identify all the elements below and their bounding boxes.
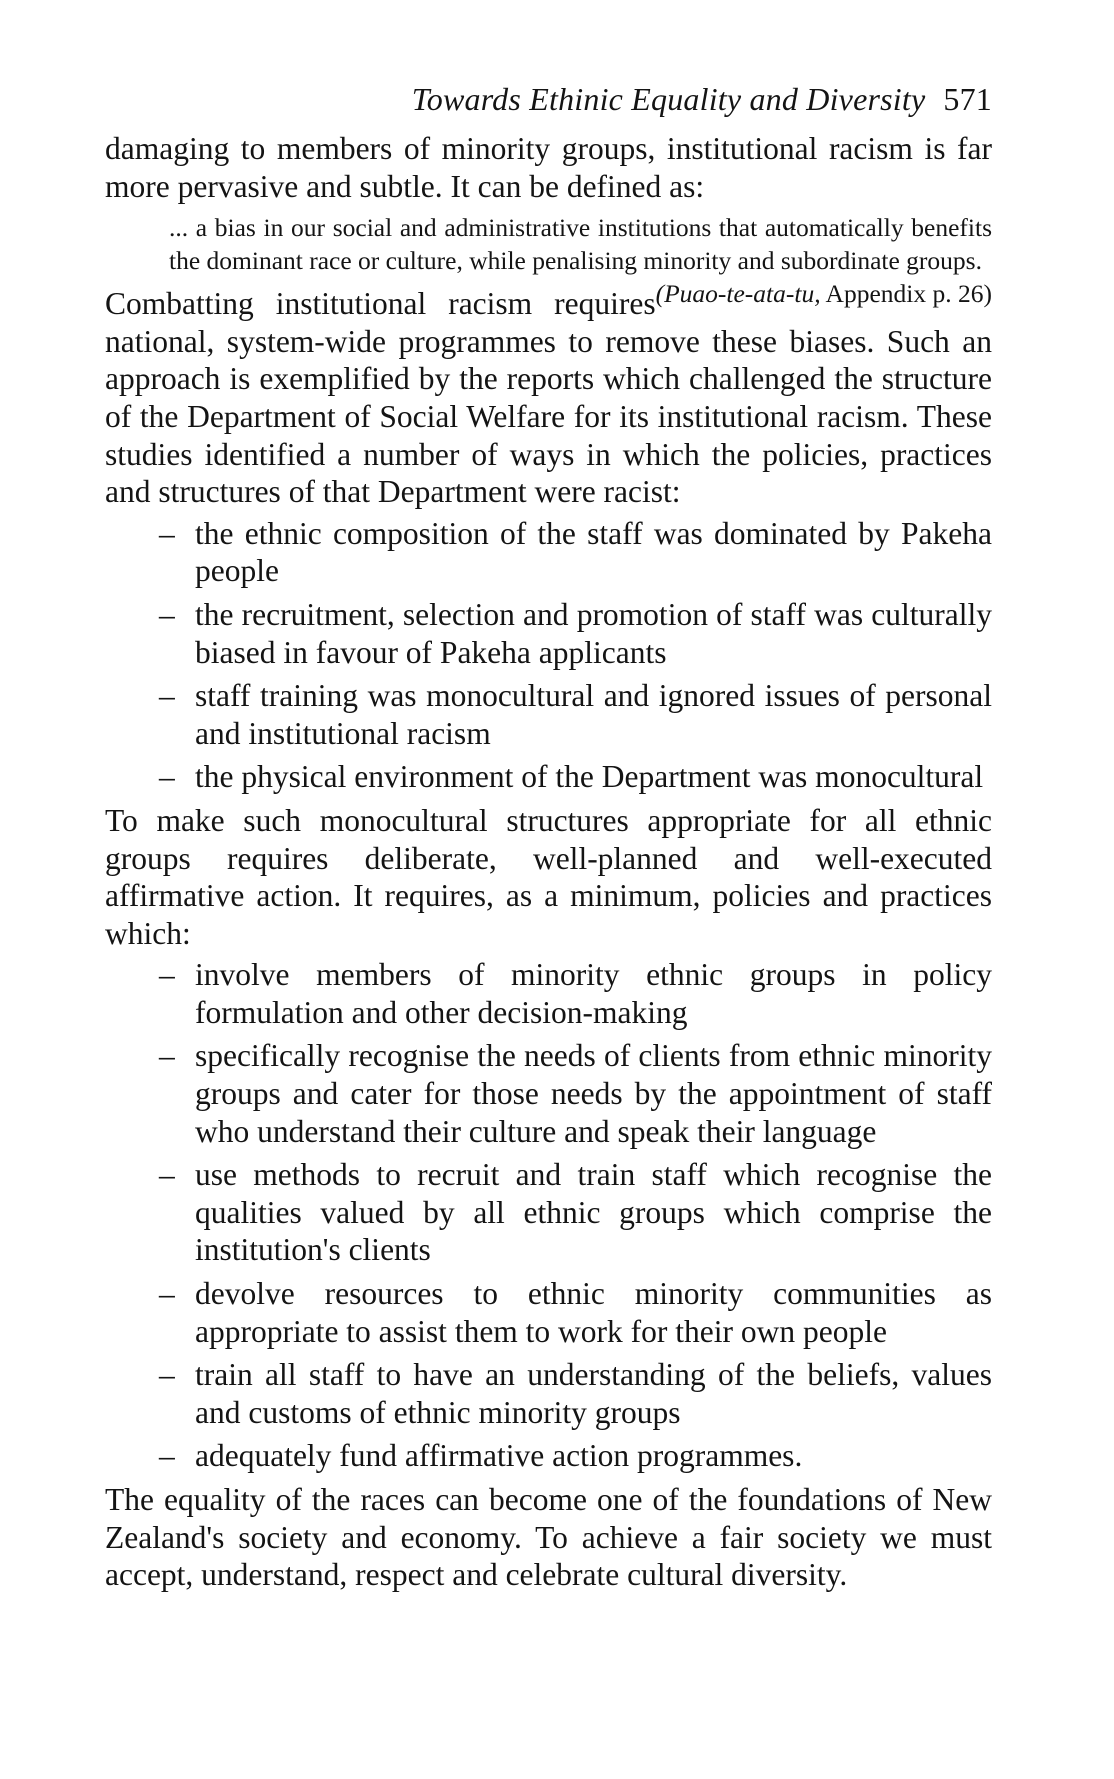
paragraph-conclusion: The equality of the races can become one of the foundations of New Zealand's society and economy. To achieve a fair society we must accept, understand, respect and celebrate cultural diversity. <box>105 1482 992 1593</box>
paragraph-combatting: Combatting institutional racism requires national, system-wide programmes to remove these biases. Such an approach is exemplified by the reports which challenged the structure of the Department of Social Welfare for its institutional racism. These studies identified a number of ways in which the policies, practices and structures of that Department were racist: <box>105 286 992 510</box>
paragraph-affirmative-action: To make such monocultural structures appropriate for all ethnic groups requires deliberate, well-planned and well-executed affirmative action. It requires, as a minimum, policies and practices which: <box>105 802 992 951</box>
list-item: – staff training was monocultural and ignored issues of personal and institutional racism <box>159 678 992 751</box>
dash-marker: – <box>159 678 175 714</box>
list-item: – the recruitment, selection and promotion of staff was culturally biased in favour of Pakeha applicants <box>159 596 992 670</box>
list-item: – the physical environment of the Department was monocultural <box>159 759 984 795</box>
quote-citation <box>656 277 992 310</box>
dash-marker: – <box>159 957 175 993</box>
list-item: – use methods to recruit and train staff which recognise the qualities valued by all ethnic groups which comprise the institution's clients <box>159 1157 992 1268</box>
list-item: – specifically recognise the needs of clients from ethnic minority groups and cater for those needs by the appointment of staff who understand their culture and speak their language <box>159 1038 992 1149</box>
citation-source: (Puao-te-ata-tu, <box>655 279 821 309</box>
dash-marker: – <box>159 1276 175 1312</box>
list-item: – devolve resources to ethnic minority communities as appropriate to assist them to work for their own people <box>159 1276 992 1349</box>
book-page <box>105 80 992 1594</box>
paragraph-intro: damaging to members of minority groups, institutional racism is far more pervasive and subtle. It can be defined as: <box>105 131 992 204</box>
citation-page: Appendix p. 26) <box>820 279 992 309</box>
quote-text: ... a bias in our social and administrative institutions that automatically benefits the dominant race or culture, while penalising minority and subordinate groups. <box>169 213 992 276</box>
dash-marker: – <box>159 1038 175 1074</box>
block-quote <box>169 211 992 309</box>
dash-marker: – <box>159 1157 175 1193</box>
list-item: – the ethnic composition of the staff was dominated by Pakeha people <box>159 515 992 589</box>
dash-marker: – <box>159 515 175 551</box>
dash-marker: – <box>159 1438 175 1474</box>
dash-marker: – <box>159 759 175 795</box>
policy-requirements-list <box>159 956 992 1475</box>
running-head <box>105 80 992 118</box>
dash-marker: – <box>159 1357 175 1393</box>
page-number: 571 <box>943 81 992 117</box>
list-item: – involve members of minority ethnic groups in policy formulation and other decision-making <box>159 957 992 1030</box>
list-item: – adequately fund affirmative action programmes. <box>159 1438 803 1474</box>
dash-marker: – <box>159 596 175 632</box>
list-item: – train all staff to have an understanding of the beliefs, values and customs of ethnic minority groups <box>159 1357 992 1430</box>
racism-findings-list <box>159 515 992 796</box>
running-head-title: Towards Ethinic Equality and Diversity <box>411 81 926 117</box>
